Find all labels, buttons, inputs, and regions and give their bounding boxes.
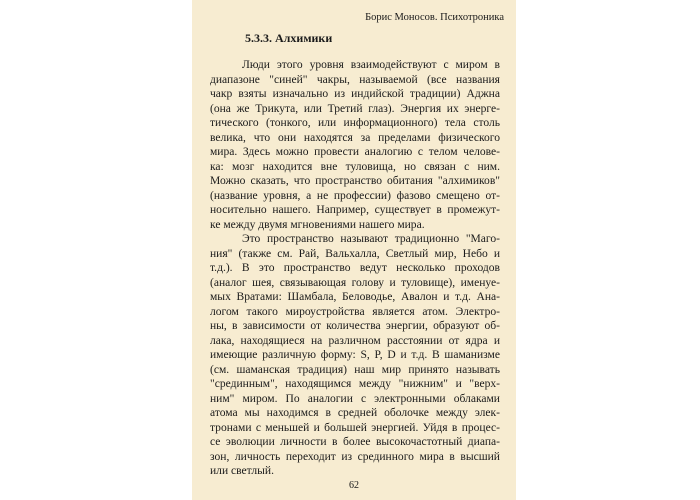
text-line: тронами с меньшей и большей энергией. Уйдя в процес- (210, 421, 500, 434)
paragraph-2 (210, 232, 500, 479)
text-line: логом такого мироустройства является атом. Электро- (210, 305, 500, 318)
text-line: ним" миром. По аналогии с электронными облаками (210, 392, 500, 405)
text-line: т.д.). В это пространство ведут несколько проходов (210, 262, 500, 274)
book-page (192, 0, 516, 500)
text-line: велика, что они находятся за пределами физического (210, 131, 500, 144)
text-line: (она же Трикута, или Третий глаз). Энергия их энерге- (210, 102, 500, 115)
text-line: атома мы находимся в средней оболочке между элек- (210, 407, 500, 419)
body-text (210, 58, 500, 479)
text-line: носительно нашего. Например, существует в промежут- (210, 204, 500, 216)
page-number: 62 (349, 480, 359, 491)
text-line: ния" (также см. Рай, Вальхалла, Светлый мир, Небо и (210, 247, 500, 260)
text-line: (аналог шея, связывающая голову и туловище), именуе- (210, 276, 500, 289)
text-line: имеющие различную форму: S, P, D и т.д. В шаманизме (210, 349, 500, 361)
running-header: Борис Моносов. Психотроника (365, 12, 504, 23)
section-title: 5.3.3. Алхимики (245, 31, 333, 45)
text-line: зон, личность переходит из срединного мира в высший (210, 450, 500, 463)
text-line: "срединным", находящимся между "нижним" и "верх- (210, 378, 500, 390)
text-line: тического (тонкого, или информационного) тела столь (210, 117, 500, 129)
text-line: или светлый. (210, 465, 274, 477)
text-line: ка: мозг находится вне туловища, но связан с ним. (210, 160, 500, 173)
paragraph-1 (210, 58, 500, 232)
text-line: мира. Здесь можно провести аналогию с телом челове- (210, 146, 500, 158)
text-line: мых Вратами: Шамбала, Беловодье, Авалон и т.д. Ана- (210, 291, 500, 303)
text-line: Можно сказать, что пространство обитания "алхимиков" (210, 175, 500, 187)
text-line: се эволюции личности в более высокочастотный диапа- (210, 436, 500, 448)
text-line: ке между двумя мгновениями нашего мира. (210, 218, 425, 231)
text-line: Это пространство называют традиционно "Маго- (242, 233, 500, 245)
text-line: ны, в зависимости от количества энергии, образуют об- (210, 320, 500, 332)
text-line: Люди этого уровня взаимодействуют с миром в (242, 59, 500, 71)
text-line: чакр взяты изначально из индийской традиции) Аджна (210, 88, 500, 100)
text-line: (название уровня, а не профессии) фазово смещено от- (210, 189, 500, 202)
text-line: (см. шаманская традиция) наш мир принято называть (210, 363, 500, 376)
text-line: лака, находящиеся на различном расстоянии от ядра и (210, 334, 500, 347)
text-line: диапазоне "синей" чакры, называемой (все названия (210, 73, 500, 86)
